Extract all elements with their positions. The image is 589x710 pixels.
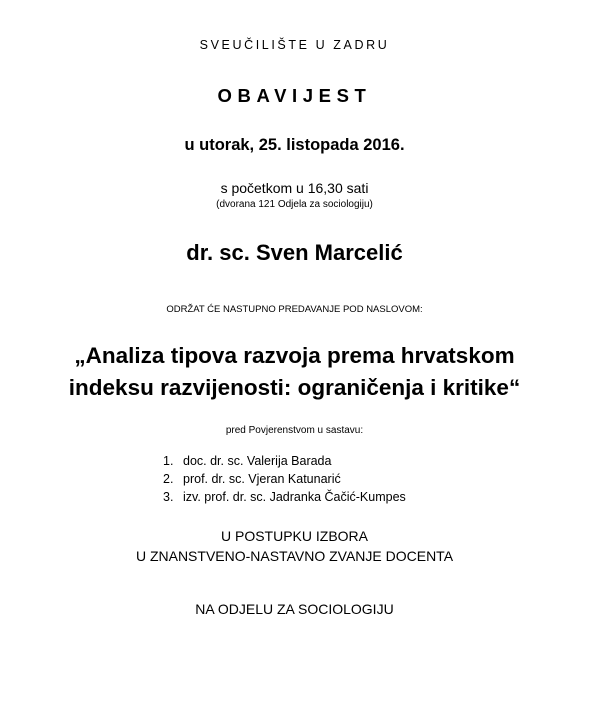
procedure-line-1: U POSTUPKU IZBORA — [220, 528, 369, 544]
procedure-line-2: U ZNANSTVENO-NASTAVNO ZVANJE DOCENTA — [135, 548, 454, 564]
lecture-announcement: ODRŽAT ĆE NASTUPNO PREDAVANJE POD NASLOVOM: — [166, 304, 423, 315]
committee-member-name: izv. prof. dr. sc. Jadranka Čačić-Kumpes — [183, 490, 406, 504]
committee-member — [163, 488, 406, 506]
committee-list — [163, 452, 406, 506]
committee-member-number: 2. — [163, 472, 174, 486]
committee-member-number: 3. — [163, 490, 174, 504]
committee-member — [163, 470, 406, 488]
committee-intro: pred Povjerenstvom u sastavu: — [225, 425, 364, 436]
event-date: u utorak, 25. listopada 2016. — [184, 136, 405, 154]
committee-member — [163, 452, 406, 470]
speaker-name: dr. sc. Sven Marcelić — [186, 240, 403, 265]
notice-title: OBAVIJEST — [217, 85, 372, 106]
committee-member-name: prof. dr. sc. Vjeran Katunarić — [183, 472, 341, 486]
university-name: SVEUČILIŠTE U ZADRU — [199, 38, 390, 52]
lecture-title-line-2: indeksu razvijenosti: ograničenja i kritike“ — [68, 375, 521, 400]
event-time: s početkom u 16,30 sati — [220, 180, 369, 196]
lecture-title — [0, 340, 589, 404]
committee-member-name: doc. dr. sc. Valerija Barada — [183, 454, 332, 468]
committee-member-number: 1. — [163, 454, 174, 468]
department-line: NA ODJELU ZA SOCIOLOGIJU — [195, 601, 394, 617]
event-room: (dvorana 121 Odjela za sociologiju) — [216, 199, 373, 210]
lecture-title-line-1: „Analiza tipova razvoja prema hrvatskom — [74, 343, 515, 368]
